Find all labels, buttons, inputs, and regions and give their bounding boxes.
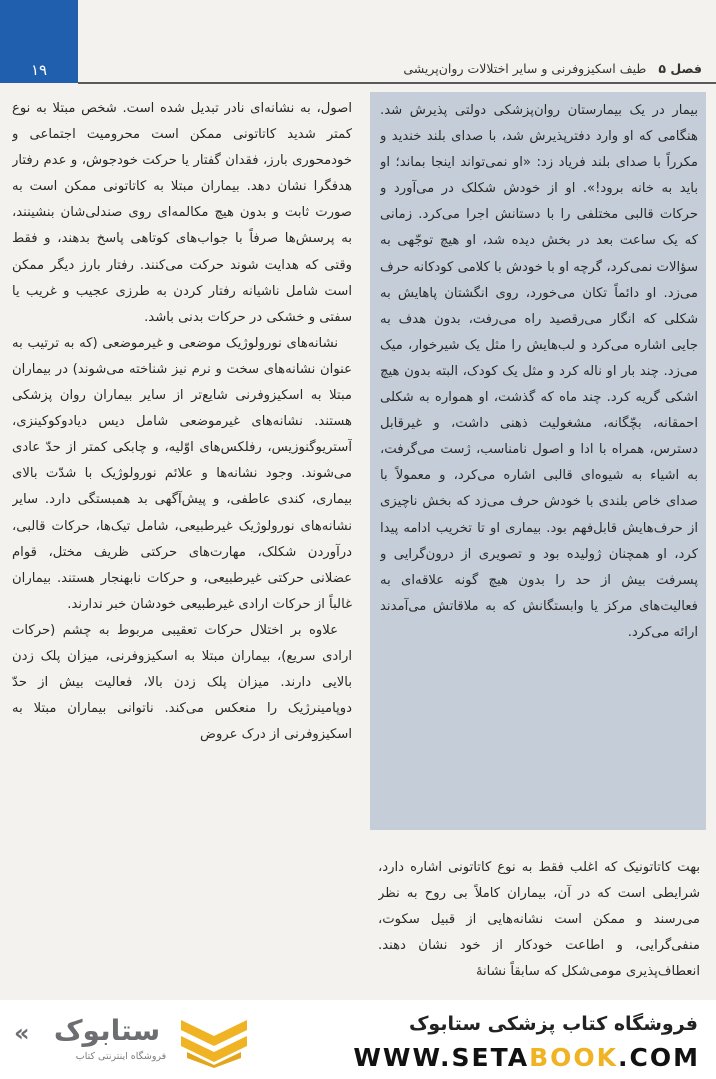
left-paragraph-3: علاوه بر اختلال حرکات تعقیبی مربوط به چشم (حرکات ارادی سریع)، بیماران مبتلا به اسکیزوفرنی، میزان پلک زدن بالایی دارند. میزان پلک زدن بالا، فعالیت بیش از حدّ دوپامینرژیک را منعکس می‌کند. ناتوانی بیماران مبتلا به اسکیزوفرنی از درک عروض [12,622,352,743]
double-chevron-left-icon: « [14,1019,30,1047]
logo-subtitle: فروشگاه اینترنتی کتاب [75,1051,167,1062]
store-footer-banner [0,1000,716,1079]
store-logo[interactable] [14,1014,274,1074]
chapter-title: طیف اسکیزوفرنی و سایر اختلالات روان‌پریشی [403,61,647,76]
left-paragraph-2: نشانه‌های نورولوژیک موضعی و غیرموضعی (که به ترتیب به عنوان نشانه‌های سخت و نرم نیز شناخته می‌شوند) در بیماران مبتلا به اسکیزوفرنی شایع‌تر از سایر بیماران روان پزشکی هستند. نشانه‌های غیرموضعی شامل دیس دیادوکوکینزی، آستریوگنوزیس، رفلکس‌های اوّلیه، و چابکی کمتر از حدّ عادی می‌شوند. وجود نشانه‌ها و علائم نورولوژیک با شدّت بالای بیماری، کندی عاطفی، و پیش‌آگهی بد همبستگی دارد. سایر نشانه‌های نورولوژیک غیرطبیعی، شامل تیک‌ها، حرکات قالبی، درآوردن شکلک، مهارت‌های حرکتی ظریف مختل، قوام عضلانی حرکتی غیرطبیعی، و حرکات نابهنجار هستند. بیماران غالباً از حرکات ارادی غیرطبیعی خودشان خبر ندارند. [12,335,352,612]
page-number: ۱۹ [30,61,48,79]
logo-wordmark: ستابوک [53,1014,161,1047]
store-name: فروشگاه کتاب پزشکی ستابوک [408,1013,698,1035]
header-rule [78,82,716,84]
case-study-paragraph: بیمار در یک بیمارستان روان‌پزشکی دولتی پذیرش شد. هنگامی که او وارد دفترپذیرش شد، با صدای بلند خندید و مکرراً با صدای بلند فریاد زد: «او نمی‌تواند اینجا بماند؛ او باید به خانه برود!». او از خودش شکلک در می‌آورد و حرکات قالبی مختلفی را با دستانش اجرا می‌کرد. زمانی که یک ساعت بعد در بخش دیده شد، او هیچ توجّهی به سؤالات نمی‌کرد، گرچه او با خودش با کلامی کودکانه حرف می‌زد. او دائماً تکان می‌خورد، روی انگشتان پاهایش به شکلی که انگار می‌رقصید راه می‌رفت، بدون هدف به جایی اشاره می‌کرد و لب‌هایش را مثل یک شیرخوار، میک می‌زد. چند بار او ناله کرد و مثل یک کودک، البته بدون هیچ اشکی گریه کرد. چند ماه که گذشت، او همواره به شکلی احمقانه، بچّگانه، مشغولیت ذهنی داشت، و غیرقابل دسترس، همراه با ادا و اصول نامناسب، ژست می‌گرفت، به اشیاء به شیوه‌ای قالبی اشاره می‌کرد، و معمولاً با صدای خاص بلندی با خودش حرف می‌زد که بخش ناچیزی از حرف‌هایش قابل‌فهم بود. بیماری او تا تخریب ادامه پیدا کرد، او همچنان ژولیده بود و تصویری از درون‌گرایی و پسرفت بیش از حد را بدون هیچ گونه علاقه‌ای به فعالیت‌های مرکز یا وابستگانش که به ملاقاتش می‌آمدند ارائه می‌کرد. [380,103,698,640]
running-header [102,58,702,80]
right-text-column [378,855,700,1000]
url-suffix: .COM [618,1043,700,1072]
left-text-column [12,96,352,1000]
case-study-text [380,98,698,828]
store-url[interactable] [320,1042,700,1074]
right-paragraph-1: بهت کاتاتونیک که اغلب فقط به نوع کاتاتونی اشاره دارد، شرایطی است که در آن، بیماران کاملاً بی روح به نظر می‌رسند و ممکن است نشانه‌هایی از قبیل سکوت، منفی‌گرایی، و اطاعت خودکار از خود نشان دهند. انعطاف‌پذیری مومی‌شکل که سابقاً نشانهٔ [378,860,700,980]
stacked-chevrons-icon [179,1016,249,1068]
left-paragraph-1: اصول، به نشانه‌ای نادر تبدیل شده است. شخص مبتلا به نوع کمتر شدید کاتاتونی ممکن است محرومیت اجتماعی و خودمحوری بارز، فقدان گفتار یا حرکت خودجوش، و عدم رفتار هدفگرا نشان دهد. بیماران مبتلا به کاتاتونی ممکن است به صورت ثابت و بدون هیچ مکالمه‌ای روی صندلی‌شان بنشینند، به پرسش‌ها صرفاً با جواب‌های کوتاهی پاسخ بدهند، و فقط وقتی که هدایت شوند حرکت می‌کنند. رفتار بارز دیگر ممکن است شامل ناشیانه رفتار کردن به طرزی عجیب و غریب یا سفتی و خشکی در حرکات بدنی باشد. [12,101,352,325]
url-prefix: WWW.SETA [353,1043,530,1072]
url-accent: BOOK [529,1043,619,1072]
chapter-label: فصل ۵ [658,61,702,76]
